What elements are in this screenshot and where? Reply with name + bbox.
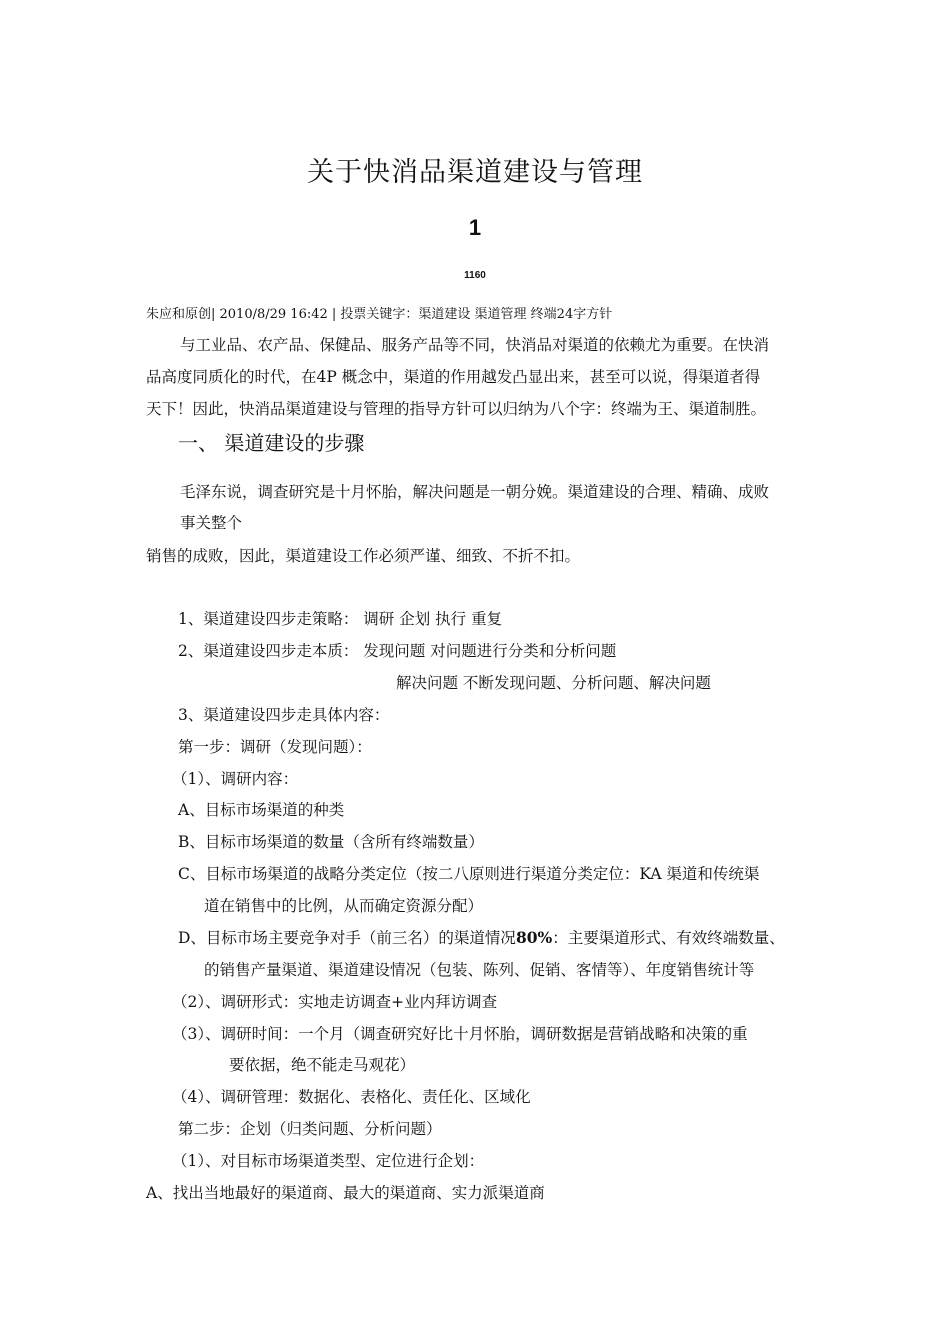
list-item: （4）、调研管理：数据化、表格化、责任化、区域化 — [172, 1088, 531, 1106]
list-item: 1、渠道建设四步走策略： 调研 企划 执行 重复 — [178, 610, 503, 628]
list-item: 道在销售中的比例，从而确定资源分配） — [204, 897, 484, 915]
list-item: 解决问题 不断发现问题、分析问题、解决问题 — [396, 674, 711, 692]
intro-line: 天下！因此，快消品渠道建设与管理的指导方针可以归纳为八个字：终端为王、渠道制胜。 — [146, 400, 767, 418]
step-heading: 第二步：企划（归类问题、分析问题） — [178, 1120, 442, 1138]
list-item: A、目标市场渠道的种类 — [178, 801, 345, 819]
intro-line: 与工业品、农产品、保健品、服务产品等不同，快消品对渠道的依赖尤为重要。在快消 — [180, 336, 770, 354]
list-item: （2）、调研形式：实地走访调查+业内拜访调查 — [172, 993, 498, 1011]
paragraph-line: 毛泽东说，调查研究是十月怀胎，解决问题是一朝分娩。渠道建设的合理、精确、成败 — [180, 483, 770, 501]
document-title: 关于快消品渠道建设与管理 — [307, 157, 643, 188]
intro-line: 品高度同质化的时代，在4P 概念中，渠道的作用越发凸显出来，甚至可以说，得渠道者得 — [146, 368, 761, 386]
list-item: （1）、对目标市场渠道类型、定位进行企划： — [172, 1152, 485, 1170]
list-item: 的销售产量渠道、渠道建设情况（包装、陈列、促销、客情等）、年度销售统计等 — [204, 961, 755, 979]
list-item: C、目标市场渠道的战略分类定位（按二八原则进行渠道分类定位：KA 渠道和传统渠 — [178, 865, 760, 883]
list-item: B、目标市场渠道的数量（含所有终端数量） — [178, 833, 484, 851]
percentage-bold: 80% — [515, 928, 553, 947]
list-item — [178, 926, 785, 948]
step-heading: 第一步：调研（发现问题）： — [178, 738, 372, 756]
list-item: 2、渠道建设四步走本质： 发现问题 对问题进行分类和分析问题 — [178, 642, 617, 660]
list-item: A、找出当地最好的渠道商、最大的渠道商、实力派渠道商 — [146, 1184, 545, 1202]
page-number-small: 1160 — [464, 270, 486, 281]
list-item: （3）、调研时间：一个月（调查研究好比十月怀胎，调研数据是营销战略和决策的重 — [172, 1025, 748, 1043]
paragraph-line: 事关整个 — [180, 514, 243, 532]
list-item-text: D、目标市场主要竞争对手（前三名）的渠道情况 — [178, 929, 516, 947]
list-item-text: ：主要渠道形式、有效终端数量、 — [552, 929, 785, 947]
paragraph-line: 销售的成败，因此，渠道建设工作必须严谨、细致、不折不扣。 — [146, 547, 581, 565]
list-item: 3、渠道建设四步走具体内容： — [178, 706, 390, 724]
list-item: 要依据，绝不能走马观花） — [229, 1056, 416, 1074]
page-number-large: 1 — [468, 215, 482, 240]
list-item: （1）、调研内容： — [172, 770, 299, 788]
section-heading: 一、 渠道建设的步骤 — [178, 431, 365, 455]
meta-line: 朱应和原创| 2010/8/29 16:42 | 投票关键字：渠道建设 渠道管理 终端24字方针 — [146, 307, 613, 322]
